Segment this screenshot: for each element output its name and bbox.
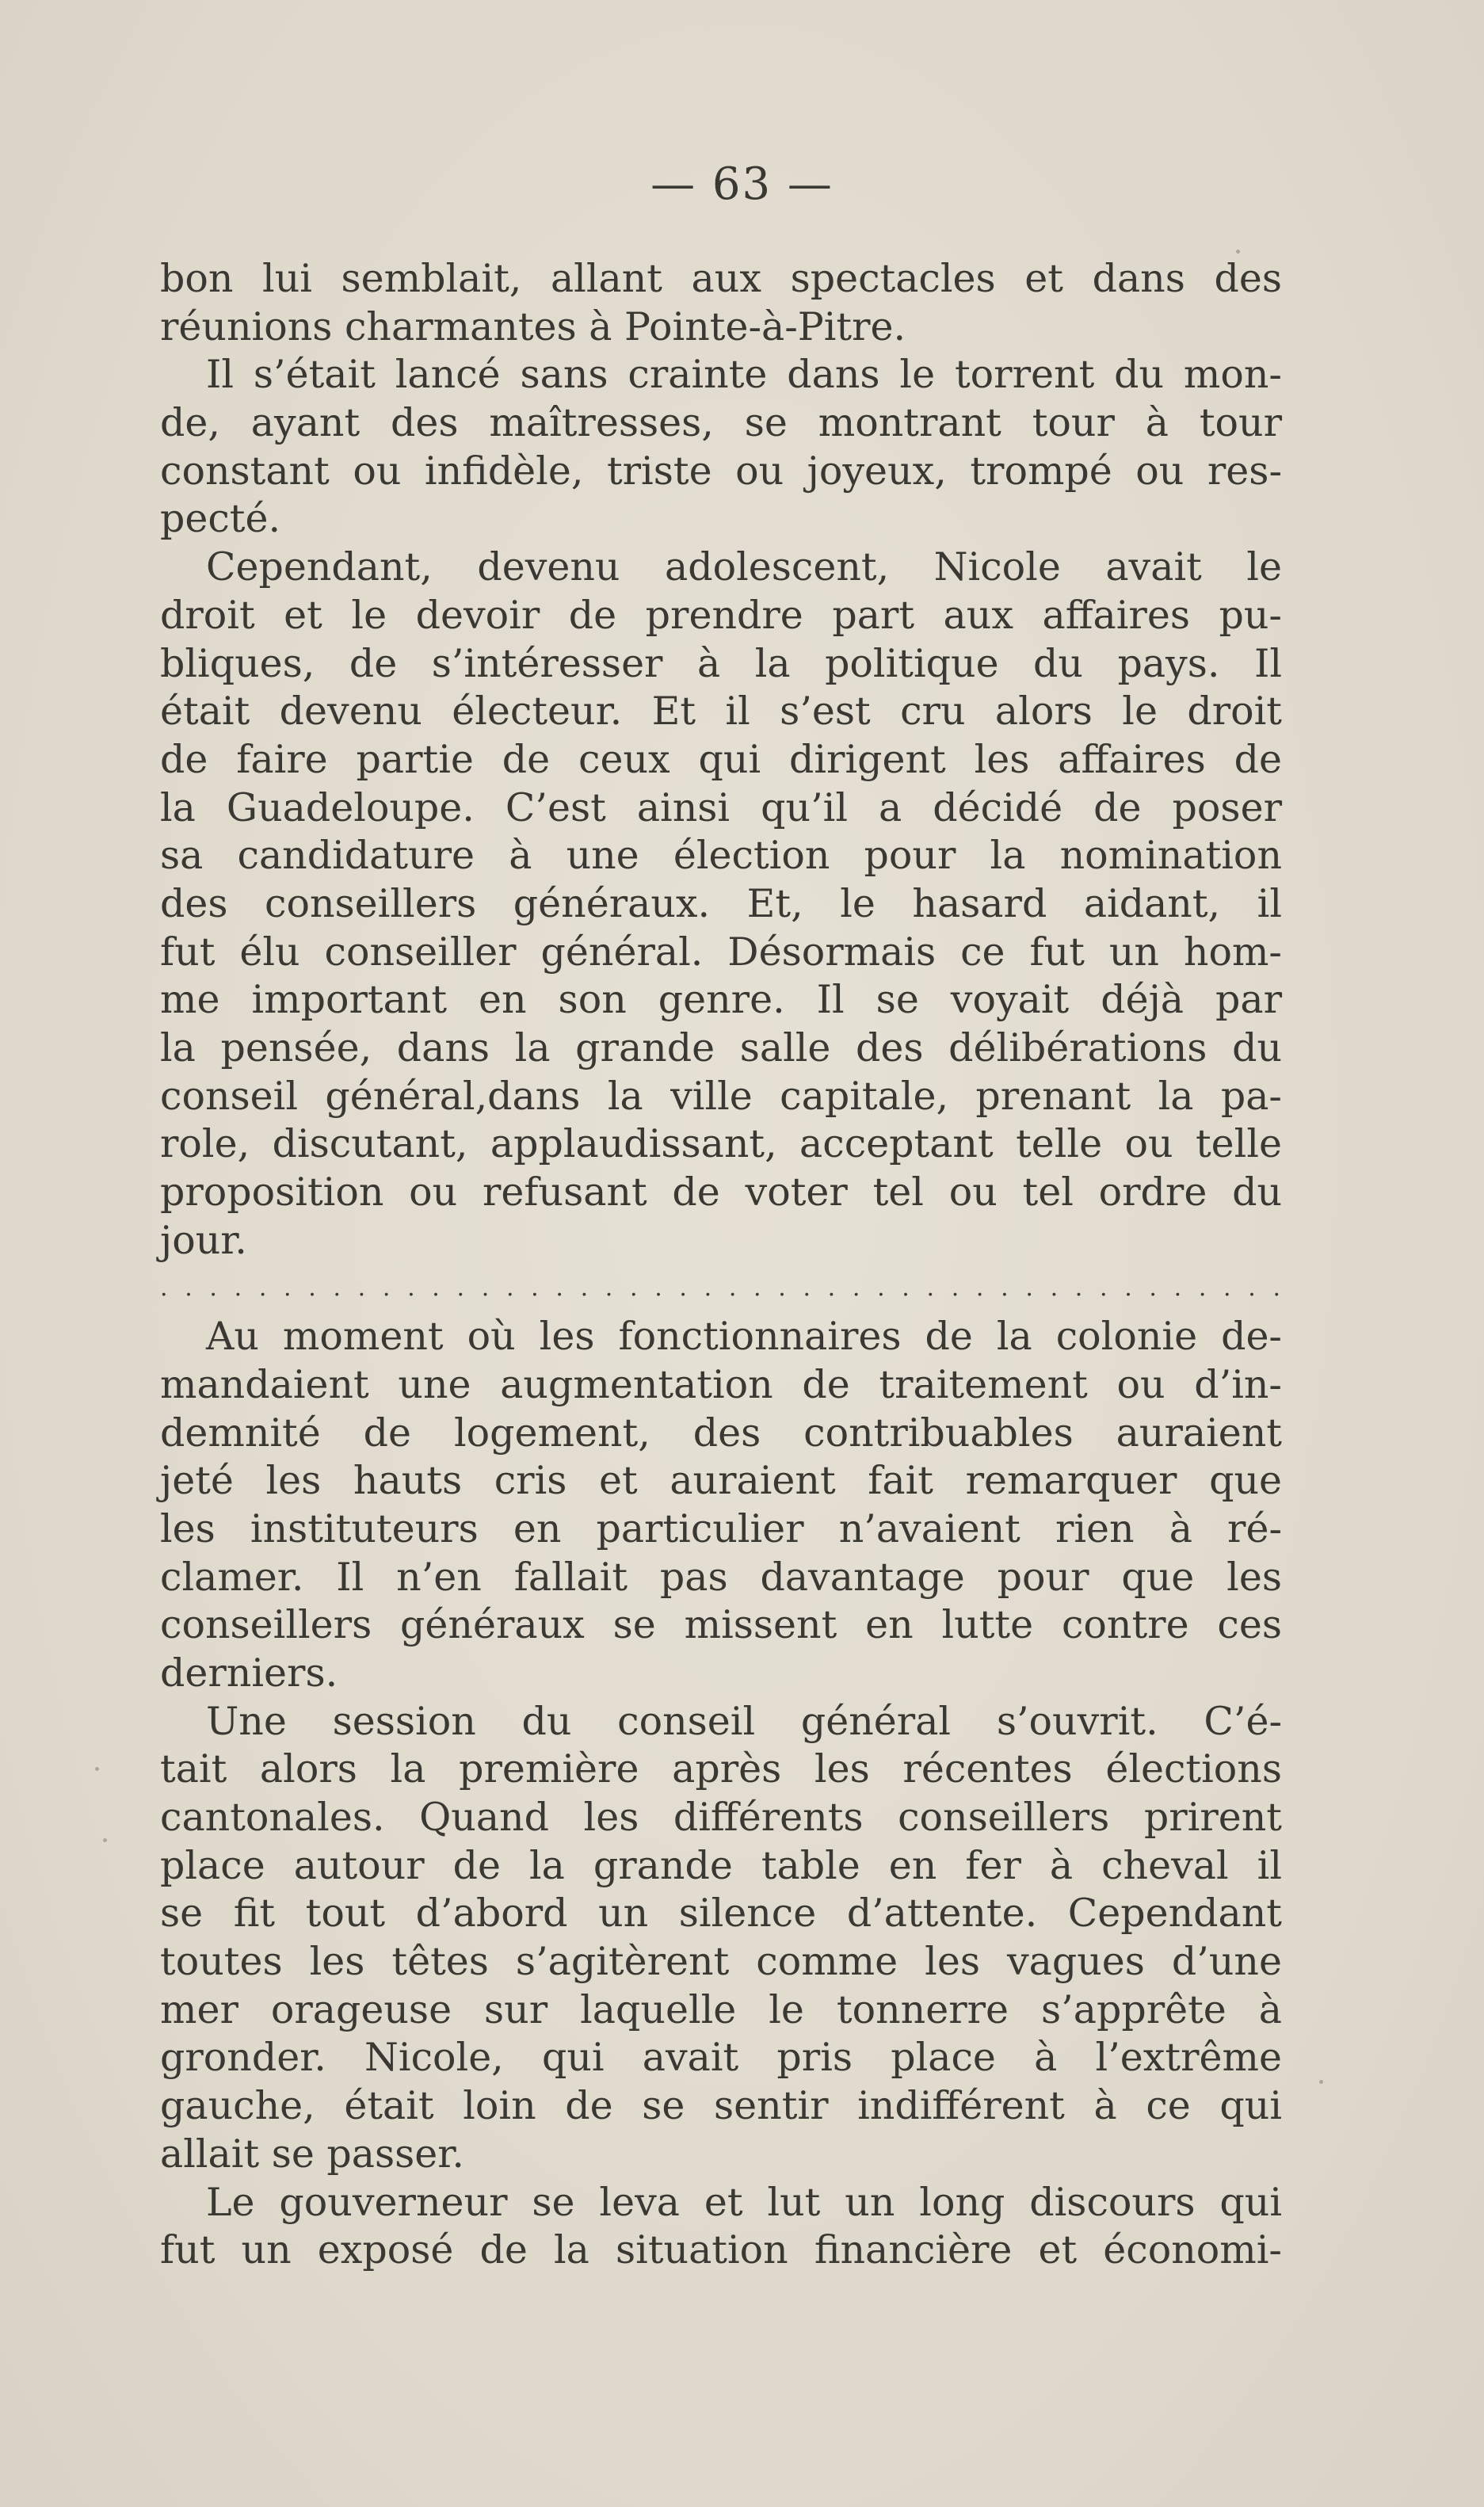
text-line: de faire partie de ceux qui dirigent les affaires de — [160, 736, 1282, 782]
text-line: de, ayant des maîtresses, se montrant tour à tour — [160, 400, 1282, 446]
text-line: mandaient une augmentation de traitement ou d’in- — [160, 1361, 1282, 1407]
text-line: réunions charmantes à Pointe-à-Pitre. — [160, 303, 906, 349]
text-line: les instituteurs en particulier n’avaient rien à ré- — [160, 1505, 1282, 1551]
text-line: fut un exposé de la situation financière et économi- — [160, 2227, 1282, 2273]
text-line: sa candidature à une élection pour la nomination — [160, 833, 1282, 879]
paper-speck — [95, 1767, 99, 1771]
text-line: tait alors la première après les récentes élections — [160, 1746, 1282, 1792]
text-line: bliques, de s’intéresser à la politique du pays. Il — [160, 640, 1282, 686]
paper-speck — [1319, 2080, 1323, 2084]
text-line: se fit tout d’abord un silence d’attente. Cependant — [160, 1891, 1282, 1937]
text-line: des conseillers généraux. Et, le hasard aidant, il — [160, 880, 1282, 926]
text-line: conseil général,dans la ville capitale, prenant la pa- — [160, 1073, 1282, 1119]
page-number: — 63 — — [650, 158, 834, 210]
paper-speck — [1236, 250, 1240, 254]
text-line: Il s’était lancé sans crainte dans le torrent du mon- — [206, 352, 1282, 398]
text-line: Au moment où les fonctionnaires de la colonie de- — [206, 1314, 1282, 1360]
text-line: Cependant, devenu adolescent, Nicole avait le — [206, 544, 1282, 590]
text-line: était devenu électeur. Et il s’est cru alors le droit — [160, 689, 1282, 735]
text-line: toutes les têtes s’agitèrent comme les vagues d’une — [160, 1939, 1282, 1985]
text-line: allait se passer. — [160, 2131, 464, 2177]
text-line: place autour de la grande table en fer à cheval il — [160, 1842, 1282, 1888]
text-line: proposition ou refusant de voter tel ou tel ordre du — [160, 1170, 1282, 1215]
text-line: la Guadeloupe. C’est ainsi qu’il a décidé de poser — [160, 784, 1282, 830]
text-line: Une session du conseil général s’ouvrit. C’é- — [206, 1698, 1282, 1744]
text-line: mer orageuse sur laquelle le tonnerre s’apprête à — [160, 1986, 1282, 2032]
dotted-separator: . . . . . . . . . . . . . . . . . . . . . . . . . . . . . . . . . . . . . . . . . . . . . . — [160, 1274, 1282, 1303]
paper-speck — [103, 1838, 107, 1842]
text-line: constant ou infidèle, triste ou joyeux, trompé ou res- — [160, 448, 1282, 494]
text-line: demnité de logement, des contribuables auraient — [160, 1410, 1282, 1456]
text-line: jour. — [160, 1217, 247, 1263]
text-line: role, discutant, applaudissant, acceptant telle ou telle — [160, 1121, 1282, 1167]
text-line: cantonales. Quand les différents conseillers prirent — [160, 1795, 1282, 1840]
text-line: Le gouverneur se leva et lut un long discours qui — [206, 2179, 1282, 2225]
body-text — [160, 255, 1282, 2275]
text-line: bon lui semblait, allant aux spectacles et dans des — [160, 256, 1282, 301]
text-line: la pensée, dans la grande salle des délibérations du — [160, 1025, 1282, 1070]
text-line: conseillers généraux se missent en lutte contre ces — [160, 1602, 1282, 1648]
text-line: fut élu conseiller général. Désormais ce fut un hom- — [160, 929, 1282, 975]
text-line: gronder. Nicole, qui avait pris place à l’extrême — [160, 2035, 1282, 2081]
text-line: gauche, était loin de se sentir indifférent à ce qui — [160, 2083, 1282, 2129]
text-line: clamer. Il n’en fallait pas davantage pour que les — [160, 1554, 1282, 1600]
text-line: derniers. — [160, 1650, 338, 1696]
text-line: jeté les hauts cris et auraient fait remarquer que — [160, 1458, 1282, 1504]
text-line: droit et le devoir de prendre part aux affaires pu- — [160, 592, 1282, 638]
text-line: me important en son genre. Il se voyait déjà par — [160, 977, 1282, 1023]
text-line: pecté. — [160, 496, 281, 542]
